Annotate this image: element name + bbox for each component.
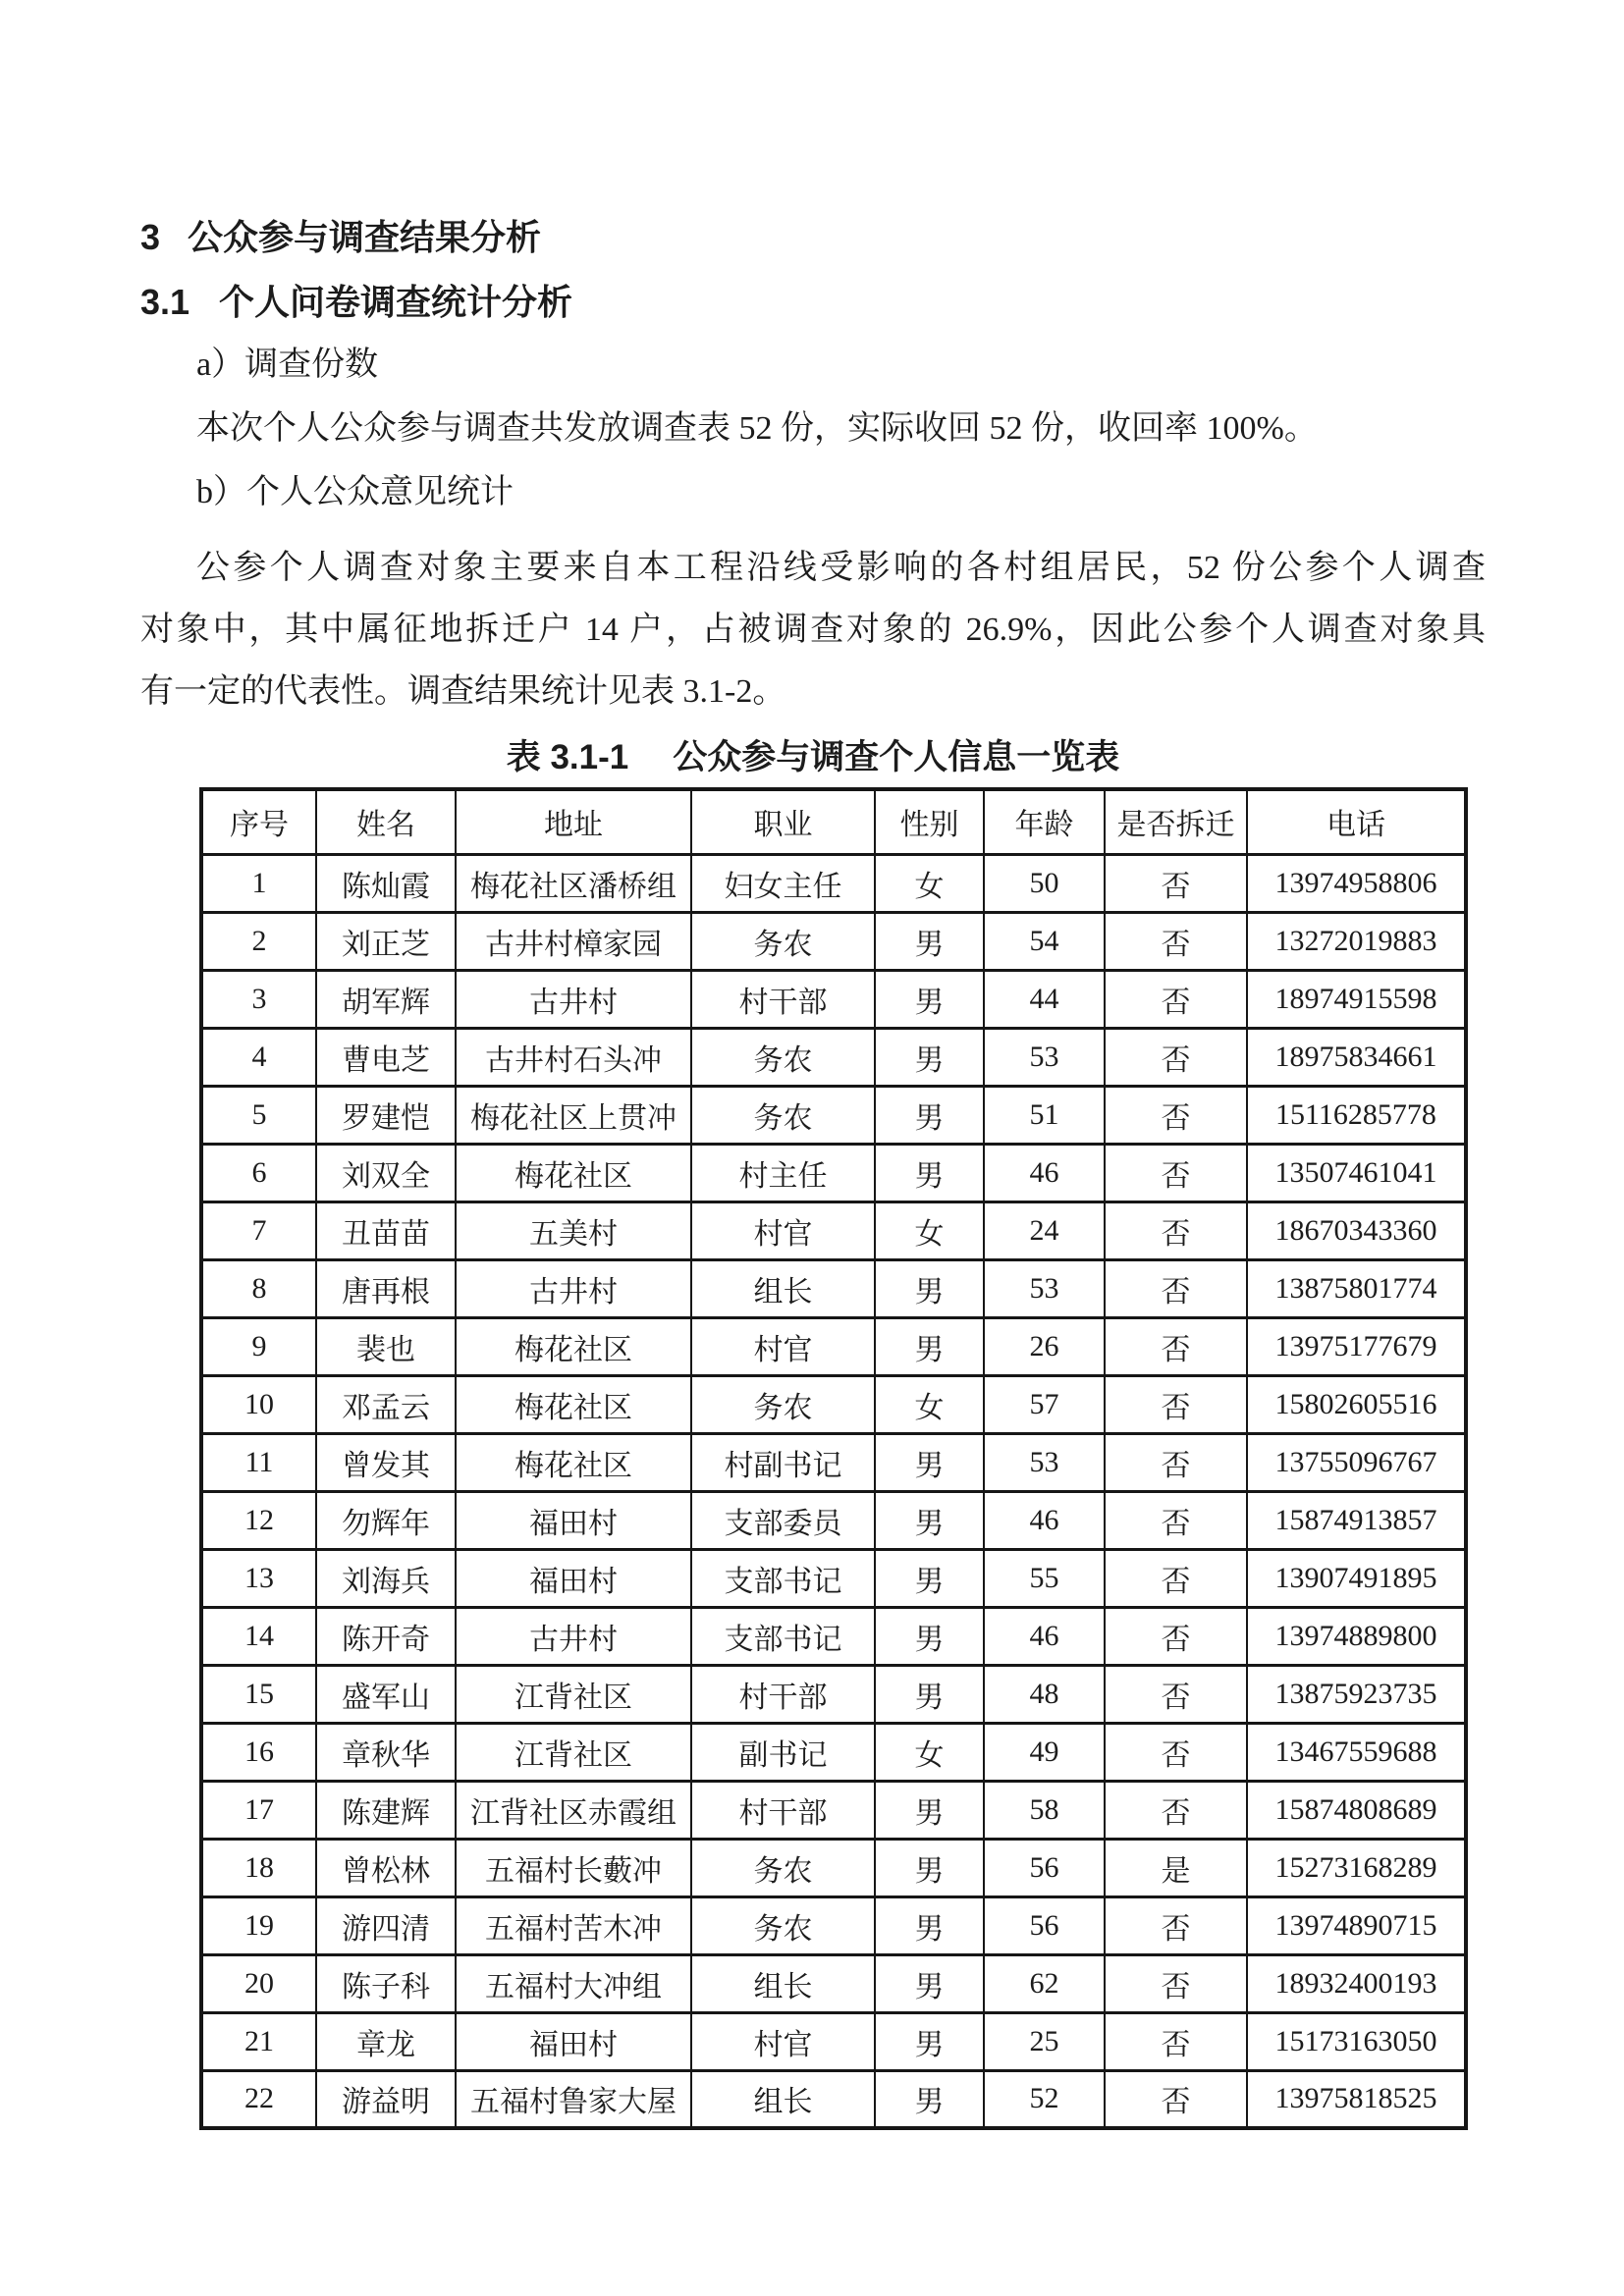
table-cell: 13975177679 [1247, 1317, 1466, 1375]
table-cell: 46 [984, 1491, 1105, 1549]
table-cell: 否 [1105, 1607, 1247, 1665]
table-cell: 刘双全 [316, 1144, 456, 1201]
table-cell: 15874913857 [1247, 1491, 1466, 1549]
table-cell: 57 [984, 1375, 1105, 1433]
table-cell: 否 [1105, 854, 1247, 912]
table-cell: 五福村鲁家大屋 [456, 2070, 691, 2128]
table-cell: 男 [875, 1317, 984, 1375]
table-cell: 62 [984, 1954, 1105, 2012]
table-row [201, 2012, 1466, 2070]
table-cell: 22 [201, 2070, 316, 2128]
table-cell: 男 [875, 2070, 984, 2128]
table-cell: 9 [201, 1317, 316, 1375]
column-header: 职业 [691, 789, 875, 854]
table-row [201, 1375, 1466, 1433]
table-cell: 江背社区 [456, 1723, 691, 1781]
table-cell: 男 [875, 1839, 984, 1896]
table-cell: 18975834661 [1247, 1028, 1466, 1086]
table-cell: 13272019883 [1247, 912, 1466, 970]
table-caption-title: 公众参与调查个人信息一览表 [673, 738, 1120, 776]
table-cell: 刘海兵 [316, 1549, 456, 1607]
analysis-paragraph [140, 537, 1486, 722]
table-row [201, 2070, 1466, 2128]
table-cell: 五福村大冲组 [456, 1954, 691, 2012]
table-cell: 副书记 [691, 1723, 875, 1781]
table-cell: 古井村 [456, 970, 691, 1028]
subsection-title: 个人问卷调查统计分析 [219, 282, 573, 322]
table-cell: 15 [201, 1665, 316, 1723]
table-cell: 15802605516 [1247, 1375, 1466, 1433]
table-cell: 46 [984, 1607, 1105, 1665]
table-cell: 村干部 [691, 970, 875, 1028]
table-cell: 13 [201, 1549, 316, 1607]
table-cell: 男 [875, 1144, 984, 1201]
subsection-number: 3.1 [140, 282, 190, 322]
table-cell: 否 [1105, 1144, 1247, 1201]
table-cell: 陈开奇 [316, 1607, 456, 1665]
table-cell: 五美村 [456, 1201, 691, 1259]
table-cell: 58 [984, 1781, 1105, 1839]
table-caption [140, 736, 1486, 779]
table-cell: 刘正芝 [316, 912, 456, 970]
table-row [201, 854, 1466, 912]
table-cell: 男 [875, 1491, 984, 1549]
section-heading [140, 218, 1486, 257]
table-cell: 否 [1105, 2070, 1247, 2128]
table-cell: 49 [984, 1723, 1105, 1781]
table-cell: 否 [1105, 1665, 1247, 1723]
table-cell: 女 [875, 1723, 984, 1781]
table-cell: 梅花社区 [456, 1317, 691, 1375]
table-cell: 51 [984, 1086, 1105, 1144]
table-cell: 6 [201, 1144, 316, 1201]
table-cell: 男 [875, 912, 984, 970]
table-caption-label: 表 3.1-1 [506, 738, 629, 776]
table-cell: 15874808689 [1247, 1781, 1466, 1839]
table-cell: 13974890715 [1247, 1896, 1466, 1954]
table-cell: 胡军辉 [316, 970, 456, 1028]
table-cell: 15116285778 [1247, 1086, 1466, 1144]
analysis-line: 对象中，其中属征地拆迁户 14 户，占被调查对象的 26.9%，因此公参个人调查对象具 [140, 612, 1486, 648]
table-cell: 组长 [691, 1259, 875, 1317]
analysis-line: 有一定的代表性。调查结果统计见表 3.1-2。 [140, 673, 786, 710]
table-cell: 村主任 [691, 1144, 875, 1201]
table-cell: 13907491895 [1247, 1549, 1466, 1607]
table-row [201, 1665, 1466, 1723]
table-row [201, 1086, 1466, 1144]
table-cell: 19 [201, 1896, 316, 1954]
table-cell: 村官 [691, 2012, 875, 2070]
table-cell: 否 [1105, 1317, 1247, 1375]
table-cell: 村干部 [691, 1665, 875, 1723]
table-cell: 否 [1105, 1896, 1247, 1954]
table-cell: 务农 [691, 1028, 875, 1086]
column-header: 性别 [875, 789, 984, 854]
table-cell: 组长 [691, 2070, 875, 2128]
table-row [201, 1317, 1466, 1375]
table-cell: 女 [875, 1201, 984, 1259]
table-cell: 否 [1105, 1954, 1247, 2012]
table-cell: 5 [201, 1086, 316, 1144]
survey-count-paragraph: 本次个人公众参与调查共发放调查表 52 份，实际收回 52 份，收回率 100%。 [196, 410, 1318, 447]
table-cell: 16 [201, 1723, 316, 1781]
item-a-label: a）调查份数 [196, 347, 379, 383]
table-cell: 10 [201, 1375, 316, 1433]
table-cell: 53 [984, 1259, 1105, 1317]
table-cell: 福田村 [456, 1491, 691, 1549]
table-cell: 支部书记 [691, 1549, 875, 1607]
table-cell: 男 [875, 1954, 984, 2012]
table-row [201, 1201, 1466, 1259]
table-row [201, 1259, 1466, 1317]
table-cell: 56 [984, 1839, 1105, 1896]
table-cell: 男 [875, 1607, 984, 1665]
table-cell: 24 [984, 1201, 1105, 1259]
table-cell: 陈灿霞 [316, 854, 456, 912]
table-cell: 梅花社区上贯冲 [456, 1086, 691, 1144]
table-cell: 村官 [691, 1317, 875, 1375]
table-cell: 否 [1105, 1086, 1247, 1144]
table-cell: 男 [875, 1549, 984, 1607]
table-cell: 25 [984, 2012, 1105, 2070]
table-cell: 江背社区 [456, 1665, 691, 1723]
table-cell: 11 [201, 1433, 316, 1491]
table-cell: 男 [875, 1781, 984, 1839]
table-cell: 55 [984, 1549, 1105, 1607]
table-cell: 梅花社区潘桥组 [456, 854, 691, 912]
table-cell: 福田村 [456, 2012, 691, 2070]
table-cell: 8 [201, 1259, 316, 1317]
table-cell: 2 [201, 912, 316, 970]
table-row [201, 1144, 1466, 1201]
table-cell: 陈建辉 [316, 1781, 456, 1839]
table-cell: 17 [201, 1781, 316, 1839]
table-cell: 古井村石头冲 [456, 1028, 691, 1086]
table-cell: 56 [984, 1896, 1105, 1954]
table-cell: 21 [201, 2012, 316, 2070]
table-cell: 男 [875, 2012, 984, 2070]
table-cell: 否 [1105, 1491, 1247, 1549]
section-number: 3 [140, 217, 161, 257]
column-header: 姓名 [316, 789, 456, 854]
analysis-line: 公参个人调查对象主要来自本工程沿线受影响的各村组居民，52 份公参个人调查 [196, 550, 1486, 586]
table-cell: 梅花社区 [456, 1375, 691, 1433]
survey-table [199, 787, 1468, 2130]
table-cell: 13974889800 [1247, 1607, 1466, 1665]
subsection-heading [140, 283, 1486, 322]
table-cell: 男 [875, 970, 984, 1028]
table-cell: 妇女主任 [691, 854, 875, 912]
table-row [201, 1723, 1466, 1781]
table-row [201, 1954, 1466, 2012]
table-cell: 18 [201, 1839, 316, 1896]
table-cell: 14 [201, 1607, 316, 1665]
table-cell: 46 [984, 1144, 1105, 1201]
table-cell: 是 [1105, 1839, 1247, 1896]
table-row [201, 1028, 1466, 1086]
table-cell: 13755096767 [1247, 1433, 1466, 1491]
table-cell: 13875801774 [1247, 1259, 1466, 1317]
table-cell: 15173163050 [1247, 2012, 1466, 2070]
table-cell: 15273168289 [1247, 1839, 1466, 1896]
table-cell: 3 [201, 970, 316, 1028]
table-cell: 游四清 [316, 1896, 456, 1954]
column-header: 是否拆迁 [1105, 789, 1247, 854]
table-cell: 18974915598 [1247, 970, 1466, 1028]
table-cell: 游益明 [316, 2070, 456, 2128]
table-cell: 13975818525 [1247, 2070, 1466, 2128]
table-row [201, 1781, 1466, 1839]
table-cell: 裴也 [316, 1317, 456, 1375]
table-row [201, 1491, 1466, 1549]
table-cell: 梅花社区 [456, 1433, 691, 1491]
table-cell: 50 [984, 854, 1105, 912]
column-header: 年龄 [984, 789, 1105, 854]
table-cell: 支部委员 [691, 1491, 875, 1549]
table-cell: 否 [1105, 1259, 1247, 1317]
table-cell: 务农 [691, 1839, 875, 1896]
table-cell: 否 [1105, 1781, 1247, 1839]
table-cell: 村干部 [691, 1781, 875, 1839]
table-cell: 否 [1105, 1723, 1247, 1781]
table-cell: 章龙 [316, 2012, 456, 2070]
table-cell: 否 [1105, 1028, 1247, 1086]
table-cell: 五福村苦木冲 [456, 1896, 691, 1954]
table-row [201, 1433, 1466, 1491]
table-cell: 13875923735 [1247, 1665, 1466, 1723]
table-cell: 否 [1105, 1375, 1247, 1433]
table-cell: 1 [201, 854, 316, 912]
table-cell: 古井村 [456, 1607, 691, 1665]
table-cell: 女 [875, 1375, 984, 1433]
table-cell: 男 [875, 1259, 984, 1317]
table-cell: 女 [875, 854, 984, 912]
table-cell: 52 [984, 2070, 1105, 2128]
table-cell: 13507461041 [1247, 1144, 1466, 1201]
table-header-row [201, 789, 1466, 854]
table-cell: 26 [984, 1317, 1105, 1375]
table-cell: 村官 [691, 1201, 875, 1259]
table-cell: 五福村长藪冲 [456, 1839, 691, 1896]
table-cell: 男 [875, 1896, 984, 1954]
table-cell: 江背社区赤霞组 [456, 1781, 691, 1839]
table-cell: 男 [875, 1028, 984, 1086]
table-row [201, 1607, 1466, 1665]
table-cell: 54 [984, 912, 1105, 970]
item-b-label: b）个人公众意见统计 [196, 474, 514, 510]
column-header: 电话 [1247, 789, 1466, 854]
table-cell: 53 [984, 1028, 1105, 1086]
table-row [201, 970, 1466, 1028]
table-cell: 梅花社区 [456, 1144, 691, 1201]
table-cell: 否 [1105, 2012, 1247, 2070]
table-row [201, 1839, 1466, 1896]
table-cell: 20 [201, 1954, 316, 2012]
table-cell: 否 [1105, 912, 1247, 970]
table-cell: 否 [1105, 970, 1247, 1028]
table-cell: 陈子科 [316, 1954, 456, 2012]
table-cell: 务农 [691, 1896, 875, 1954]
table-cell: 罗建恺 [316, 1086, 456, 1144]
table-cell: 否 [1105, 1433, 1247, 1491]
table-cell: 务农 [691, 1086, 875, 1144]
column-header: 地址 [456, 789, 691, 854]
section-title: 公众参与调查结果分析 [188, 217, 542, 257]
table-cell: 古井村 [456, 1259, 691, 1317]
table-cell: 务农 [691, 912, 875, 970]
table-cell: 48 [984, 1665, 1105, 1723]
table-cell: 否 [1105, 1549, 1247, 1607]
table-cell: 男 [875, 1433, 984, 1491]
table-cell: 曾发其 [316, 1433, 456, 1491]
table-cell: 18932400193 [1247, 1954, 1466, 2012]
table-cell: 支部书记 [691, 1607, 875, 1665]
table-cell: 53 [984, 1433, 1105, 1491]
table-cell: 村副书记 [691, 1433, 875, 1491]
table-cell: 13974958806 [1247, 854, 1466, 912]
table-cell: 章秋华 [316, 1723, 456, 1781]
table-cell: 邓孟云 [316, 1375, 456, 1433]
table-cell: 13467559688 [1247, 1723, 1466, 1781]
table-cell: 古井村樟家园 [456, 912, 691, 970]
table-cell: 7 [201, 1201, 316, 1259]
column-header: 序号 [201, 789, 316, 854]
table-cell: 唐再根 [316, 1259, 456, 1317]
table-cell: 44 [984, 970, 1105, 1028]
table-cell: 丑苗苗 [316, 1201, 456, 1259]
table-cell: 12 [201, 1491, 316, 1549]
table-cell: 曾松林 [316, 1839, 456, 1896]
table-cell: 4 [201, 1028, 316, 1086]
table-cell: 务农 [691, 1375, 875, 1433]
table-cell: 否 [1105, 1201, 1247, 1259]
table-cell: 福田村 [456, 1549, 691, 1607]
table-cell: 勿辉年 [316, 1491, 456, 1549]
table-row [201, 912, 1466, 970]
table-cell: 男 [875, 1665, 984, 1723]
table-cell: 曹电芝 [316, 1028, 456, 1086]
table-cell: 男 [875, 1086, 984, 1144]
table-cell: 盛军山 [316, 1665, 456, 1723]
table-cell: 组长 [691, 1954, 875, 2012]
table-cell: 18670343360 [1247, 1201, 1466, 1259]
table-row [201, 1896, 1466, 1954]
table-row [201, 1549, 1466, 1607]
